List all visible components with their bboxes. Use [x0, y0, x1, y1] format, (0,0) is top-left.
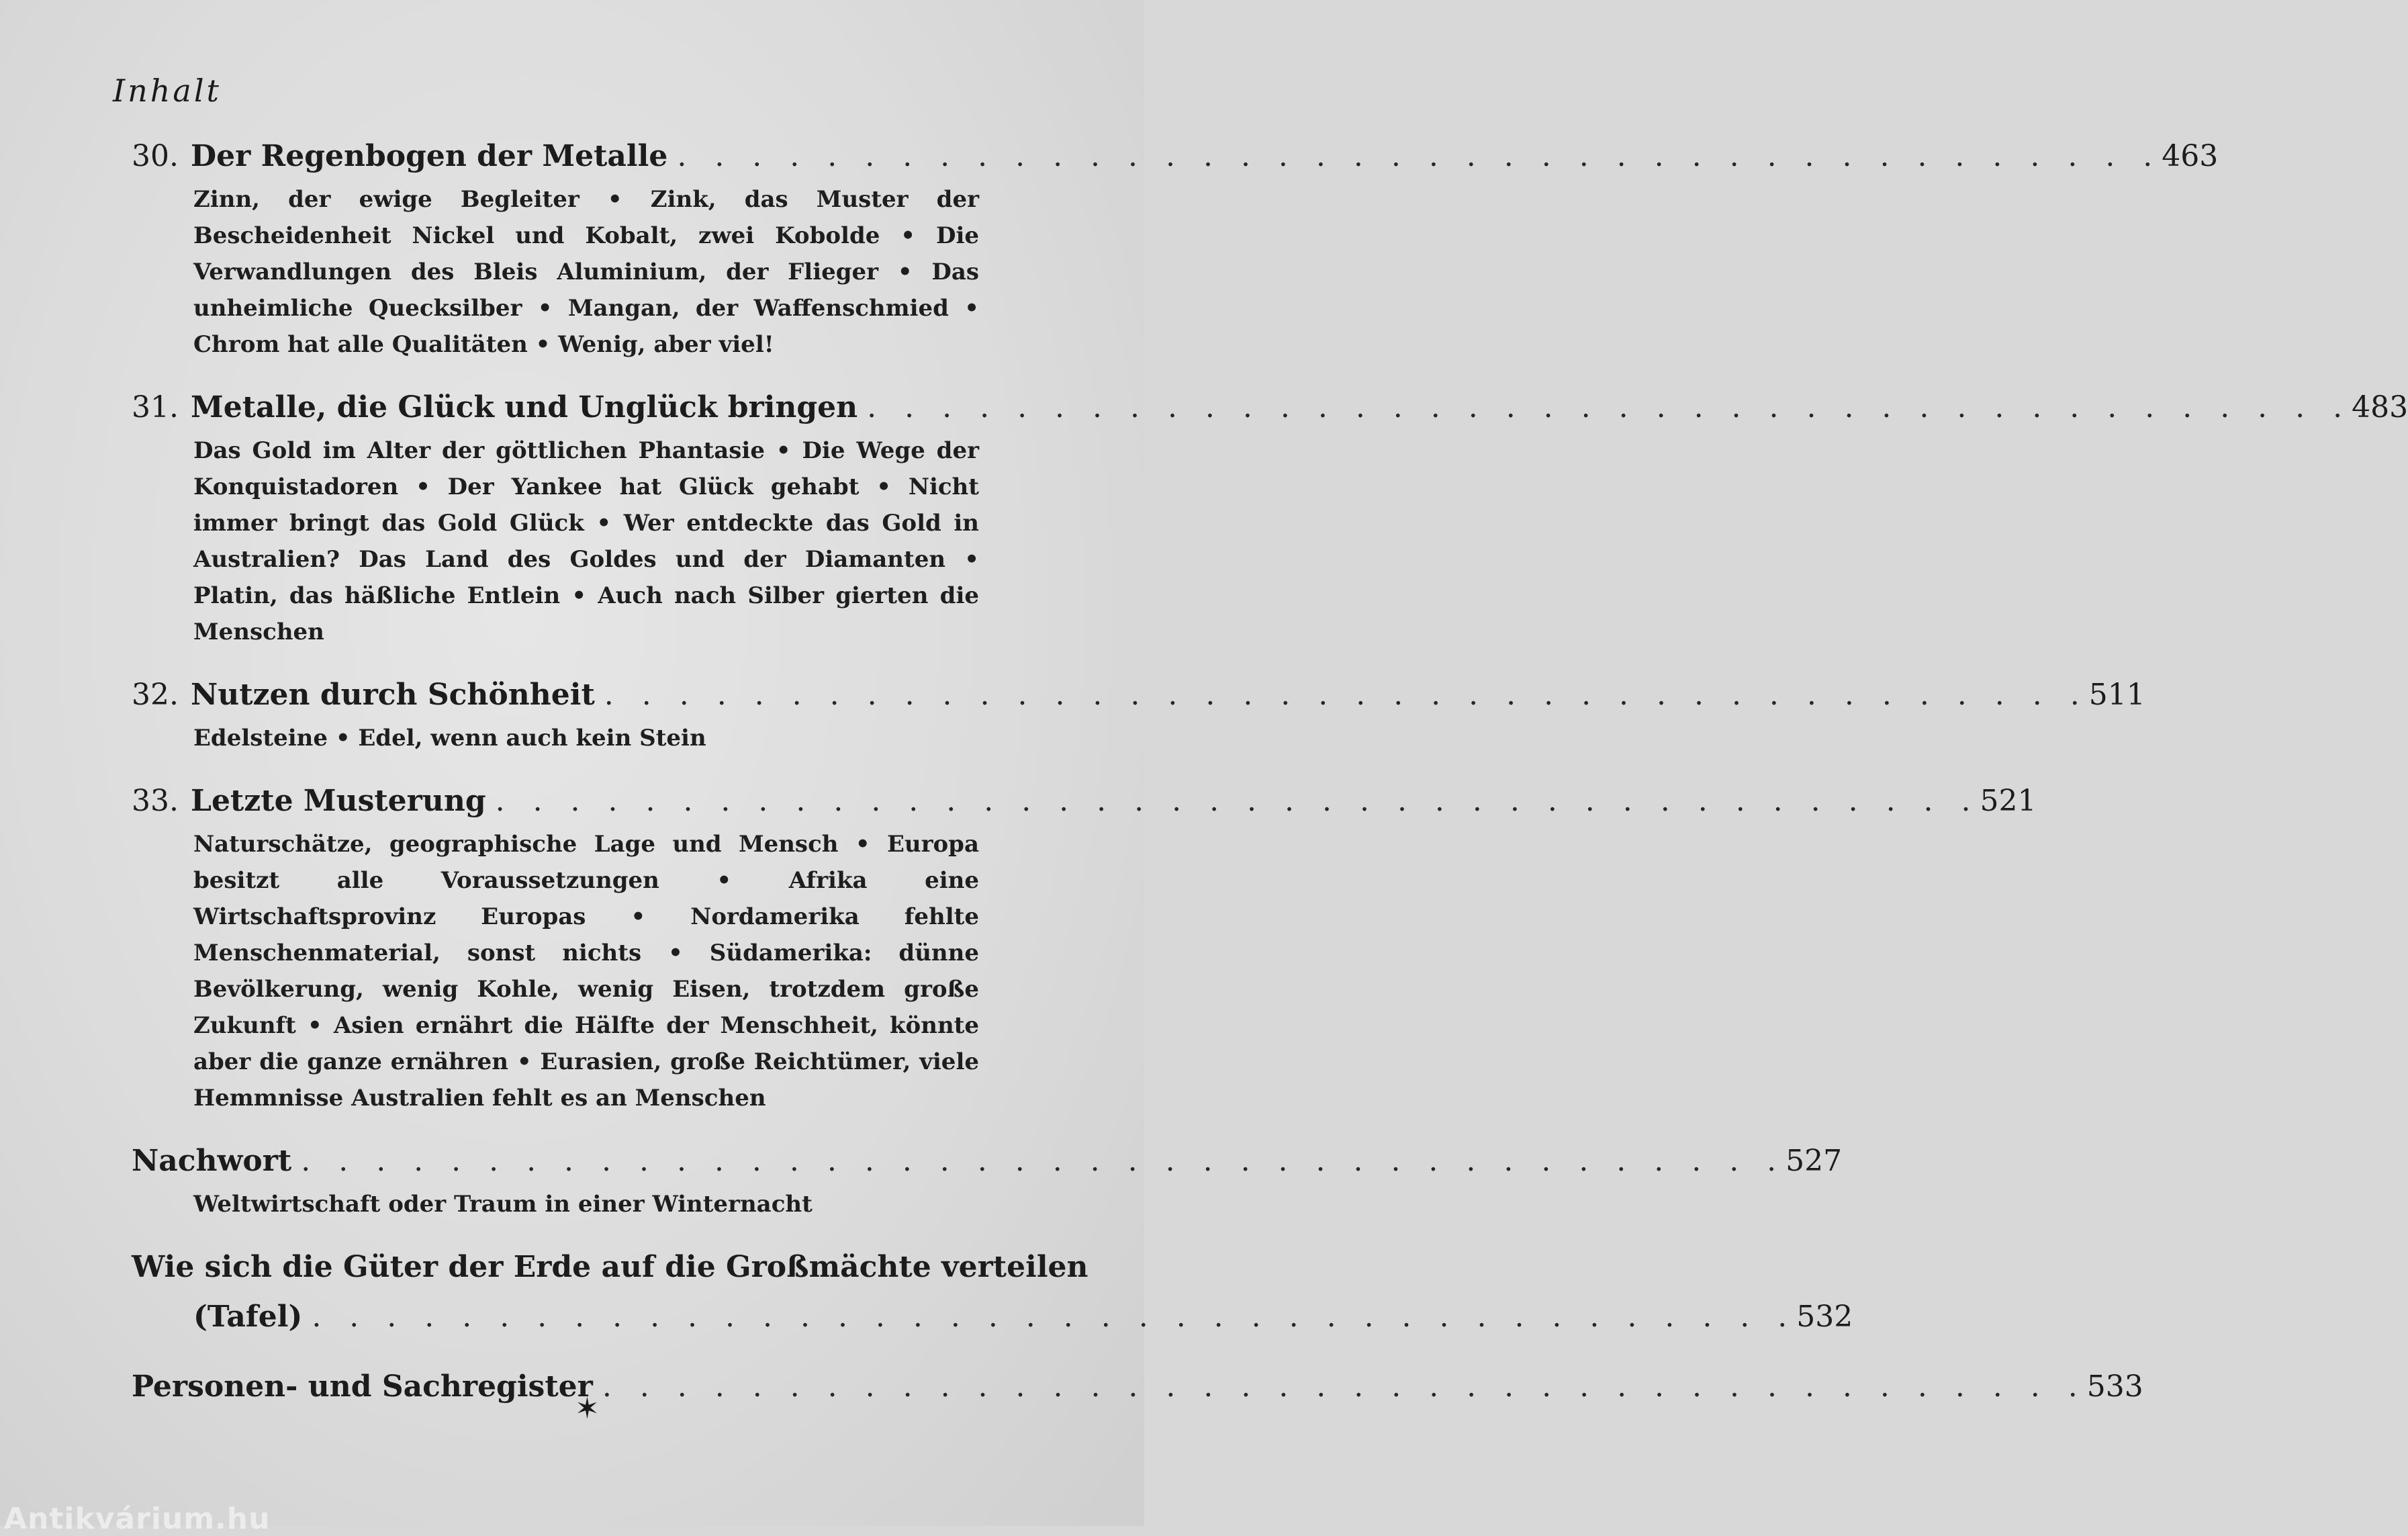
table-of-contents [132, 132, 2408, 1432]
page-number: 521 [1980, 784, 2037, 818]
toc-entry-33 [132, 776, 2037, 1116]
leader-dots: . . . . . . . . . . . . . . . . . . . . . . . . . . . . . . . . . . . . . . . . [301, 1144, 1786, 1178]
chapter-summary: Edelsteine • Edel, wenn auch kein Stein [193, 725, 706, 752]
chapter-title: Nutzen durch Schönheit [191, 678, 595, 712]
toc-entry-tafel [132, 1243, 1853, 1342]
leader-dots: . . . . . . . . . . . . . . . . . . . . . . . . . . . . . . . . . . . . . . . . [602, 1369, 2087, 1404]
chapter-summary: Naturschätze, geographische Lage und Mensch • Europa besitzt alle Voraussetzungen • Afrika eine Wirtschaftsprovinz Europas • Nordamerika fehlte Menschenmaterial, sonst nichts • Südamerika: dünne Bevölkerung, wenig Kohle, wenig Eisen, trotzdem große Zukunft • Asien ernährt die Hälfte der Menschheit, könnte aber die ganze ernähren • Eurasien, große Reichtümer, viele Hemmnisse Australien fehlt es an Menschen [193, 831, 979, 1112]
page-number: 511 [2088, 678, 2145, 712]
chapter-number: 31. [132, 390, 179, 424]
chapter-summary: Das Gold im Alter der göttlichen Phantasie • Die Wege der Konquistadoren • Der Yankee hat Glück gehabt • Nicht immer bringt das Gold Glück • Wer entdeckte das Gold in Australien? Das Land des Goldes und der Diamanten • Platin, das häßliche Entlein • Auch nach Silber gierten die Menschen [193, 437, 979, 645]
toc-entry-heading [132, 383, 2408, 433]
toc-entry-heading [132, 1136, 1843, 1186]
chapter-number: 33. [132, 784, 179, 818]
nachwort-summary: Weltwirtschaft oder Traum in einer Winternacht [193, 1191, 813, 1218]
toc-entry-30 [132, 132, 2219, 363]
page-number: 532 [1796, 1300, 1853, 1334]
leader-dots: . . . . . . . . . . . . . . . . . . . . . . . . . . . . . . . . . . . . . . . . [604, 678, 2089, 712]
page-number: 463 [2162, 139, 2219, 173]
register-title: Personen- und Sachregister [132, 1369, 593, 1404]
toc-entry-nachwort [132, 1136, 1843, 1222]
toc-entry-heading [132, 132, 2219, 181]
leader-dots: . . . . . . . . . . . . . . . . . . . . . . . . . . . . . . . . . . . . . . . . [312, 1300, 1797, 1334]
page-number: 527 [1786, 1144, 1843, 1178]
toc-entry-32 [132, 670, 2145, 756]
leader-dots: . . . . . . . . . . . . . . . . . . . . . . . . . . . . . . . . . . . . . . . . [867, 390, 2352, 424]
leader-dots: . . . . . . . . . . . . . . . . . . . . . . . . . . . . . . . . . . . . . . . . [495, 784, 1980, 818]
toc-entry-heading [132, 670, 2145, 720]
nachwort-title: Nachwort [132, 1144, 292, 1178]
chapter-number: 32. [132, 678, 179, 712]
chapter-summary: Zinn, der ewige Begleiter • Zink, das Muster der Bescheidenheit Nickel und Kobalt, zwei Kobolde • Die Verwandlungen des Bleis Aluminium, der Flieger • Das unheimliche Quecksilber • Mangan, der Waffenschmied • Chrom hat alle Qualitäten • Wenig, aber viel! [193, 186, 979, 358]
chapter-title: Metalle, die Glück und Unglück bringen [191, 390, 858, 424]
toc-entry-31 [132, 383, 2408, 650]
tafel-title-line2: (Tafel) [193, 1300, 303, 1334]
page-number: 483 [2352, 390, 2408, 424]
toc-entry-heading [132, 776, 2037, 826]
toc-entry-heading [132, 1292, 1853, 1342]
chapter-title: Letzte Musterung [191, 784, 486, 818]
tafel-title-line1: Wie sich die Güter der Erde auf die Großmächte verteilen [132, 1250, 1089, 1284]
page-number: 533 [2086, 1369, 2143, 1404]
watermark: Antikvárium.hu [4, 1502, 271, 1536]
running-head: Inhalt [113, 73, 222, 109]
leader-dots: . . . . . . . . . . . . . . . . . . . . . . . . . . . . . . . . . . . . . . . . [677, 139, 2162, 173]
star-ornament: ✶ [575, 1392, 600, 1426]
chapter-title: Der Regenbogen der Metalle [191, 139, 668, 173]
chapter-number: 30. [132, 139, 179, 173]
